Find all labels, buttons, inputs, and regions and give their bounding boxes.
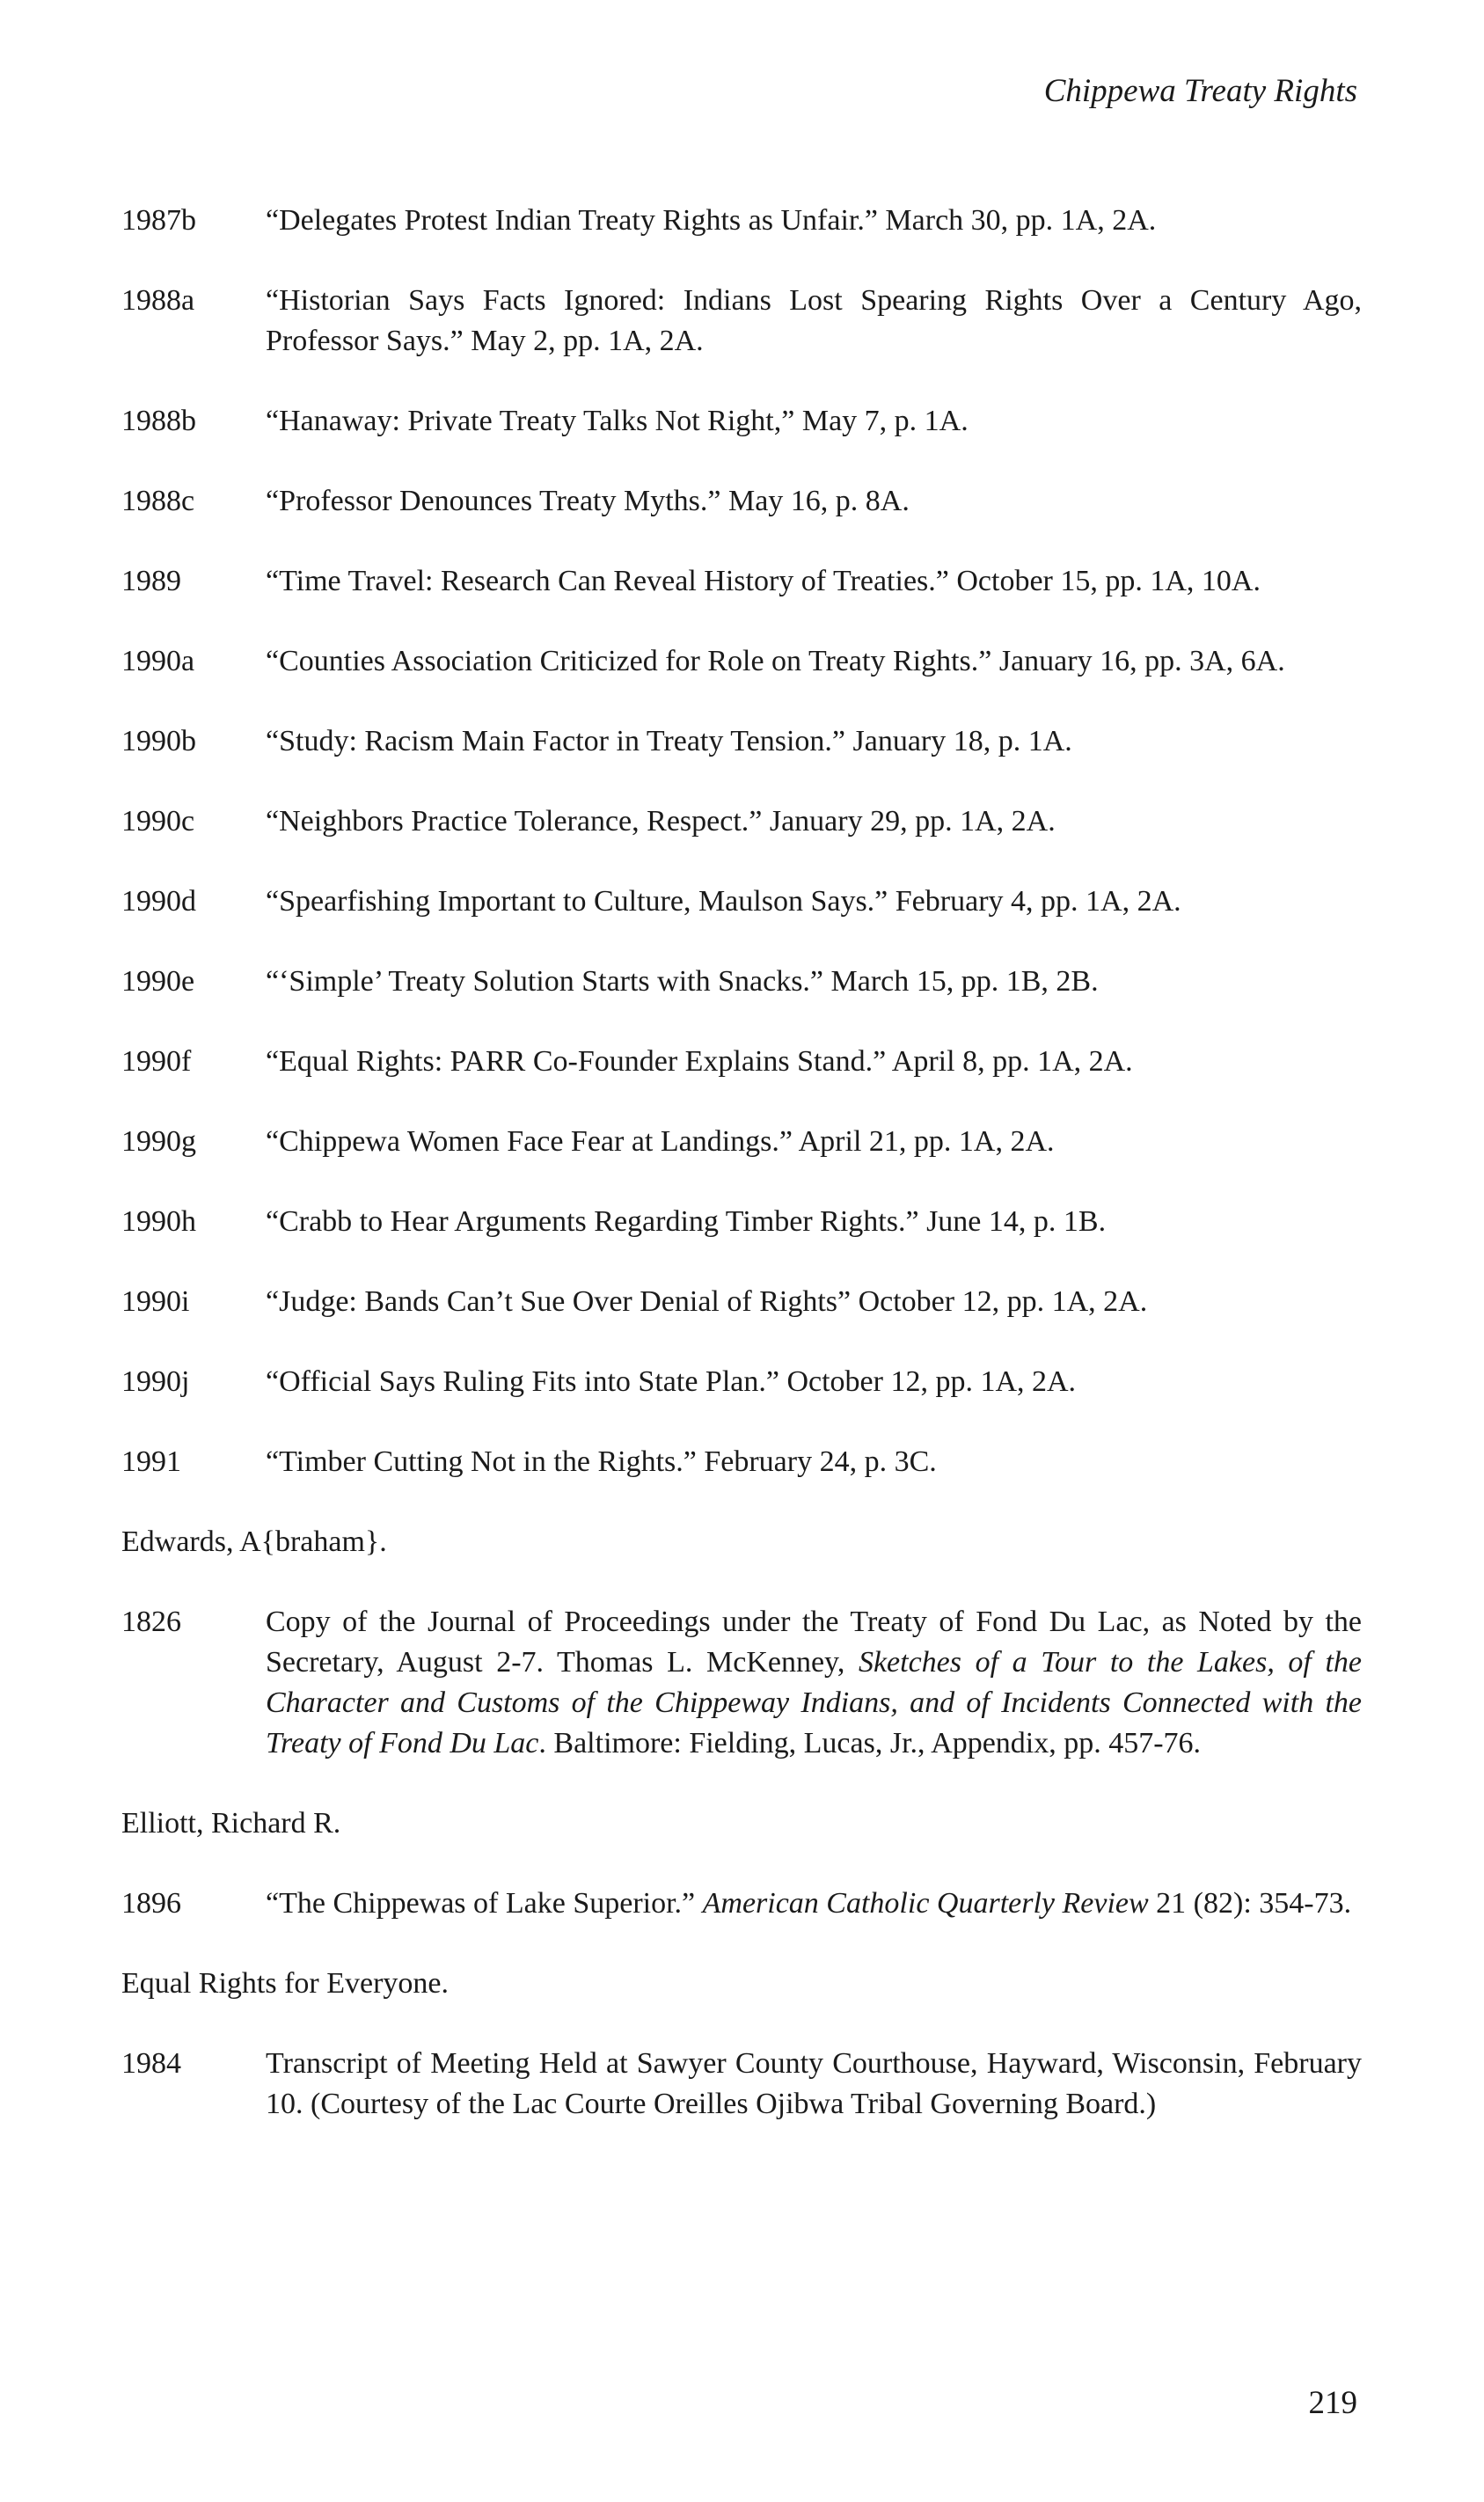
entry-year: 1990h <box>121 1205 196 1238</box>
entry-year: 1990c <box>121 805 195 838</box>
bibliography-entry <box>121 201 1362 241</box>
bibliography-entry <box>121 721 1362 762</box>
entry-text: “‘Simple’ Treaty Solution Starts with Snacks.” March 15, pp. 1B, 2B. <box>266 965 1099 998</box>
bibliography-entry <box>121 1122 1362 1162</box>
bibliography-entry <box>121 281 1362 362</box>
entry-year: 1896 <box>121 1887 181 1920</box>
entry-text <box>266 1884 1362 1924</box>
entry-year: 1988a <box>121 284 195 317</box>
bibliography-entry <box>121 1202 1362 1242</box>
bibliography-entry <box>121 1042 1362 1082</box>
entry-year: 1988c <box>121 485 195 517</box>
entry-year: 1991 <box>121 1445 181 1478</box>
entry-year: 1990g <box>121 1125 196 1158</box>
bibliography-entry <box>121 1362 1362 1402</box>
page-number: 219 <box>1308 2385 1357 2421</box>
entry-year: 1984 <box>121 2047 181 2080</box>
entry-text: “Equal Rights: PARR Co-Founder Explains Stand.” April 8, pp. 1A, 2A. <box>266 1045 1133 1078</box>
bibliography-entry <box>121 2044 1362 2125</box>
entry-text: “Time Travel: Research Can Reveal History of Treaties.” October 15, pp. 1A, 10A. <box>266 565 1261 597</box>
entry-text: Transcript of Meeting Held at Sawyer County Courthouse, Hayward, Wisconsin, February 10. (Courtesy of the Lac Courte Oreilles Ojibwa Tribal Governing Board.) <box>266 2047 1362 2120</box>
author-heading: Equal Rights for Everyone. <box>121 1967 450 2000</box>
entry-text: “Hanaway: Private Treaty Talks Not Right,” May 7, p. 1A. <box>266 405 969 437</box>
entry-year: 1990d <box>121 885 196 918</box>
entry-year: 1990j <box>121 1365 190 1398</box>
bibliography-entry <box>121 801 1362 842</box>
bibliography-entry <box>121 882 1362 922</box>
entry-text: “Counties Association Criticized for Role on Treaty Rights.” January 16, pp. 3A, 6A. <box>266 645 1285 677</box>
entry-year: 1987b <box>121 204 196 237</box>
entry-year: 1989 <box>121 565 181 597</box>
journal-title: American Catholic Quarterly Review <box>702 1887 1149 1920</box>
book-title: Sketches of a Tour to the Lakes, of the Character and Customs of the Chippeway Indians, and of Incidents Connected with the Treaty of Fond Du Lac <box>266 1646 1363 1759</box>
bibliography-entry <box>121 641 1362 682</box>
bibliography-entry <box>121 401 1362 442</box>
entry-year: 1988b <box>121 405 196 437</box>
entry-text-part: . Baltimore: Fielding, Lucas, Jr., Appendix, pp. 457-76. <box>538 1727 1202 1759</box>
entry-text: “Professor Denounces Treaty Myths.” May 16, p. 8A. <box>266 485 910 517</box>
bibliography-entry <box>121 561 1362 602</box>
entry-text: “Study: Racism Main Factor in Treaty Tension.” January 18, p. 1A. <box>266 725 1072 757</box>
entry-year: 1826 <box>121 1606 181 1638</box>
entry-year: 1990e <box>121 965 195 998</box>
entry-year: 1990a <box>121 645 195 677</box>
bibliography-entry <box>121 481 1362 522</box>
entry-text: “Judge: Bands Can’t Sue Over Denial of Rights” October 12, pp. 1A, 2A. <box>266 1285 1148 1318</box>
entry-text-part: 21 (82): 354-73. <box>1148 1887 1352 1920</box>
entry-year: 1990f <box>121 1045 192 1078</box>
entry-text-part: Copy of the Journal of Proceedings under the Treaty of Fond Du Lac, as Noted by the Secretary, August 2-7. Thomas L. McKenney, <box>266 1606 1362 1679</box>
entry-text: “Official Says Ruling Fits into State Plan.” October 12, pp. 1A, 2A. <box>266 1365 1077 1398</box>
entry-text: “Crabb to Hear Arguments Regarding Timber Rights.” June 14, p. 1B. <box>266 1205 1107 1238</box>
author-heading: Elliott, Richard R. <box>121 1807 341 1840</box>
entry-year: 1990i <box>121 1285 190 1318</box>
entry-text: “Delegates Protest Indian Treaty Rights as Unfair.” March 30, pp. 1A, 2A. <box>266 204 1157 237</box>
entry-text: “Spearfishing Important to Culture, Maulson Says.” February 4, pp. 1A, 2A. <box>266 885 1181 918</box>
bibliography-entry <box>121 1602 1362 1764</box>
bibliography-entry <box>121 1442 1362 1482</box>
entry-text: “Historian Says Facts Ignored: Indians Lost Spearing Rights Over a Century Ago, Professor Says.” May 2, pp. 1A, 2A. <box>266 284 1362 357</box>
bibliography-list <box>121 201 1362 2164</box>
running-head: Chippewa Treaty Rights <box>1043 73 1357 109</box>
entry-text <box>266 1602 1362 1764</box>
bibliography-entry <box>121 1282 1362 1322</box>
author-heading: Edwards, A{braham}. <box>121 1525 387 1558</box>
bibliography-entry <box>121 962 1362 1002</box>
entry-text: “Timber Cutting Not in the Rights.” February 24, p. 3C. <box>266 1445 937 1478</box>
entry-text-part: “The Chippewas of Lake Superior.” <box>266 1887 703 1920</box>
bibliography-entry <box>121 1884 1362 1924</box>
entry-text: “Chippewa Women Face Fear at Landings.” April 21, pp. 1A, 2A. <box>266 1125 1055 1158</box>
entry-year: 1990b <box>121 725 196 757</box>
entry-text: “Neighbors Practice Tolerance, Respect.” January 29, pp. 1A, 2A. <box>266 805 1056 838</box>
